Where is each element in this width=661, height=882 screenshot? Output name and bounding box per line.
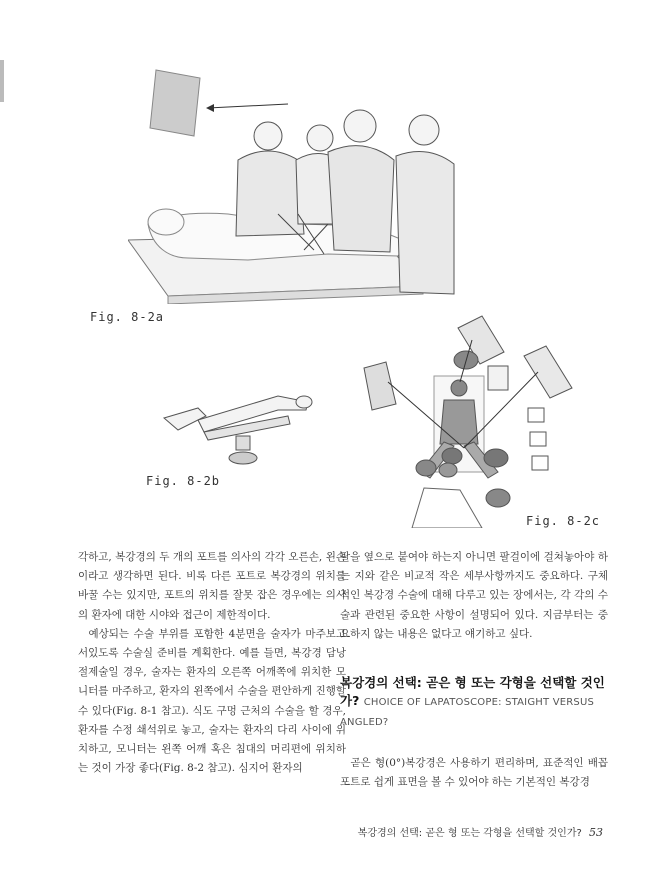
- body-paragraph: 곧은 형(0°)복강경은 사용하기 편리하며, 표준적인 배꼽 포트로 쉽게 표면을 볼 수 있어야 하는 기본적인 복강경: [340, 757, 608, 789]
- section-heading-korean: 복강경의 선택: 곧은 형 또는 각형을 선택할 것인가?: [340, 675, 605, 709]
- figure-8-2b-illustration: [158, 388, 318, 468]
- body-paragraph: 각하고, 복강경의 두 개의 포트를 의사의 각각 오른손, 왼손이라고 생각하면 된다. 비록 다른 포트로 복강경의 위치를 바꿀 수는 있지만, 포트의 위치를 잘못 잡은 경우에는 의사의 환자에 대한 시야와 접근이 제한적이다.: [78, 551, 346, 621]
- figure-8-2c-caption: Fig. 8-2c: [526, 514, 601, 528]
- page-footer: [358, 824, 603, 839]
- figure-8-2b-caption: Fig. 8-2b: [146, 474, 221, 488]
- page-number: 53: [589, 826, 603, 839]
- figure-8-2a-illustration: [128, 64, 458, 304]
- body-right-column: [340, 548, 608, 792]
- figure-8-2c-illustration: [348, 312, 580, 528]
- body-paragraph: 예상되는 수술 부위를 포함한 4분면을 술자가 마주보고 서있도록 수술실 준비를 계획한다. 예를 들면, 복강경 담낭절제술일 경우, 술자는 환자의 오른쪽 어깨쪽에 위치한 모니터를 마주하고, 환자의 왼쪽에서 수술을 편안하게 진행할 수 있다(Fig. 8-1 참고). 식도 구멍 근처의 수술을 할 경우, 환자를 수정 쇄석위로 놓고, 술자는 환자의 다리 사이에 위치하고, 모니터는 왼쪽 어깨 혹은 침대의 머리편에 위치하는 것이 가장 좋다(Fig. 8-2 참고). 심지어 환자의: [78, 627, 346, 775]
- body-left-column: [78, 548, 346, 778]
- figure-8-2a-caption: Fig. 8-2a: [90, 310, 165, 324]
- body-paragraph: 팔을 옆으로 붙여야 하는지 아니면 팔걸이에 걸쳐놓아야 하는 지와 같은 비교적 작은 세부사항까지도 중요하다. 구체적인 복강경 수술에 대해 다루고 있는 장에서는, 각 각의 수술과 관련된 중요한 사항이 설명되어 있다. 지금부터는 중요하지 않는 내용은 없다고 얘기하고 싶다.: [340, 551, 608, 640]
- section-heading-english: CHOICE OF LAPATOSCOPE: STAIGHT VERSUS ANGLED?: [340, 697, 595, 729]
- running-title: 복강경의 선택: 곧은 형 또는 각형을 선택할 것인가?: [357, 828, 582, 839]
- page-edge-marker: [0, 60, 4, 102]
- section-heading: [340, 674, 608, 732]
